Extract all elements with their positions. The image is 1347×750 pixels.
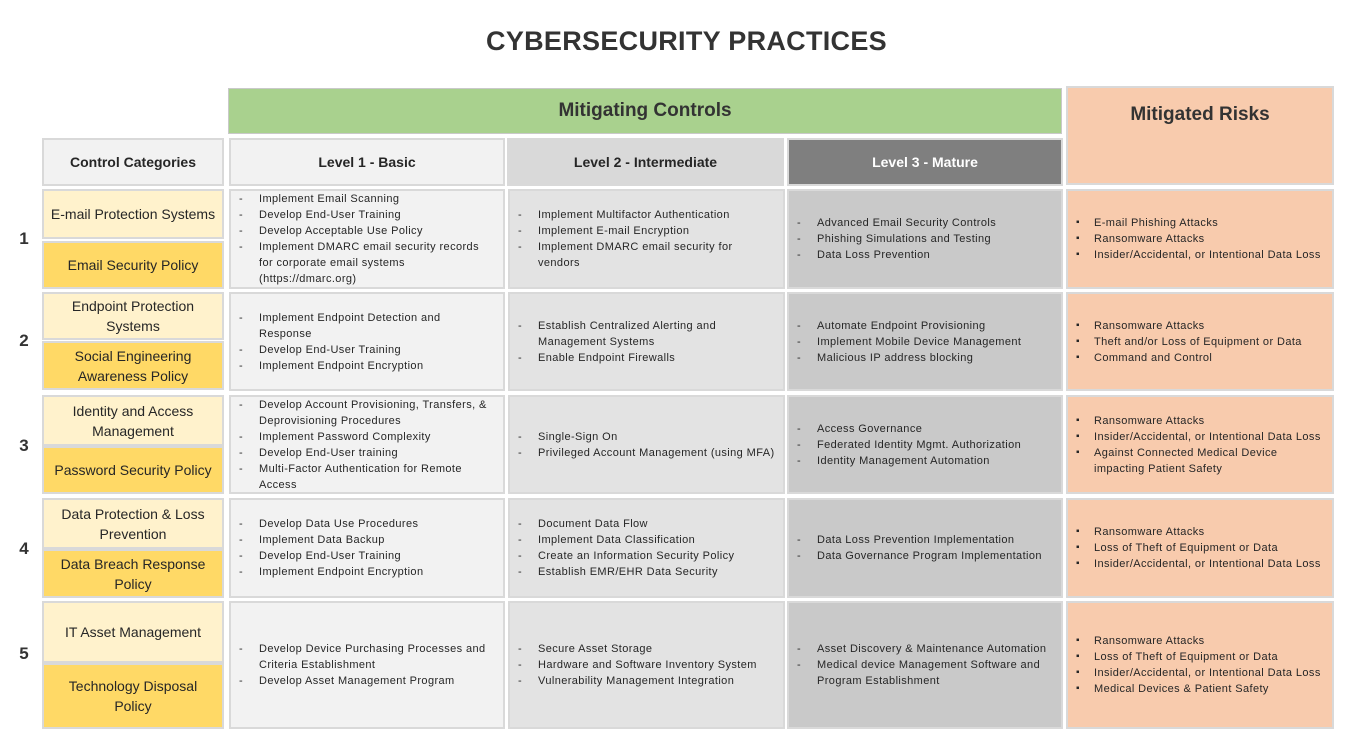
risks-list — [1076, 318, 1324, 366]
level2-cell — [508, 189, 785, 289]
list-item: - Implement E-mail Encryption — [518, 223, 775, 239]
list-item: - Implement DMARC email security for vendors — [518, 239, 775, 271]
level1-cell — [229, 601, 505, 729]
list-item: ▪ Ransomware Attacks — [1076, 231, 1324, 247]
list-item: - Malicious IP address blocking — [797, 350, 1053, 366]
level3-cell — [787, 601, 1063, 729]
list-item: - Develop Asset Management Program — [239, 673, 495, 689]
list-item: - Implement Data Backup — [239, 532, 495, 548]
level1-list — [239, 191, 495, 287]
list-item: ▪ Insider/Accidental, or Intentional Data Loss — [1076, 247, 1324, 263]
level2-cell — [508, 395, 785, 494]
mitigated-risks-header: Mitigated Risks — [1066, 86, 1334, 185]
category-primary: IT Asset Management — [42, 601, 224, 663]
row-number: 1 — [19, 229, 29, 248]
list-item: - Automate Endpoint Provisioning — [797, 318, 1053, 334]
list-item: - Implement Mobile Device Management — [797, 334, 1053, 350]
risks-cell — [1066, 601, 1334, 729]
list-item: - Privileged Account Management (using MFA) — [518, 445, 775, 461]
list-item: ▪ Insider/Accidental, or Intentional Data Loss — [1076, 556, 1324, 572]
list-item: ▪ Ransomware Attacks — [1076, 318, 1324, 334]
level2-list — [518, 429, 775, 461]
control-categories-header: Control Categories — [42, 138, 224, 186]
risks-list — [1076, 413, 1324, 477]
list-item: ▪ E-mail Phishing Attacks — [1076, 215, 1324, 231]
level3-list — [797, 532, 1053, 564]
list-item: ▪ Medical Devices & Patient Safety — [1076, 681, 1324, 697]
list-item: - Medical device Management Software and Program Establishment — [797, 657, 1053, 689]
list-item: - Develop Data Use Procedures — [239, 516, 495, 532]
list-item: - Implement Multifactor Authentication — [518, 207, 775, 223]
mitigating-controls-header: Mitigating Controls — [228, 88, 1062, 134]
category-policy: Data Breach Response Policy — [42, 549, 224, 598]
category-policy: Social Engineering Awareness Policy — [42, 341, 224, 390]
list-item: - Develop Acceptable Use Policy — [239, 223, 495, 239]
risks-list — [1076, 633, 1324, 697]
level1-cell — [229, 292, 505, 391]
category-primary: Identity and Access Management — [42, 395, 224, 446]
list-item: - Develop Device Purchasing Processes and Criteria Establishment — [239, 641, 495, 673]
level2-cell — [508, 601, 785, 729]
list-item: ▪ Loss of Theft of Equipment or Data — [1076, 540, 1324, 556]
level1-list — [239, 641, 495, 689]
list-item: - Phishing Simulations and Testing — [797, 231, 1053, 247]
list-item: ▪ Insider/Accidental, or Intentional Data Loss — [1076, 429, 1324, 445]
list-item: - Enable Endpoint Firewalls — [518, 350, 775, 366]
level3-list — [797, 641, 1053, 689]
row-number: 2 — [19, 331, 29, 350]
level2-cell — [508, 292, 785, 391]
risks-cell — [1066, 395, 1334, 494]
risks-list — [1076, 524, 1324, 572]
list-item: - Implement DMARC email security records for corporate email systems (https://dmarc.org) — [239, 239, 495, 287]
list-item: - Identity Management Automation — [797, 453, 1053, 469]
list-item: - Develop End-User Training — [239, 548, 495, 564]
list-item: - Data Governance Program Implementation — [797, 548, 1053, 564]
risks-cell — [1066, 292, 1334, 391]
category-primary: E-mail Protection Systems — [42, 189, 224, 239]
level2-list — [518, 516, 775, 580]
category-policy: Technology Disposal Policy — [42, 663, 224, 729]
list-item: - Establish Centralized Alerting and Management Systems — [518, 318, 775, 350]
list-item: - Implement Password Complexity — [239, 429, 495, 445]
risks-list — [1076, 215, 1324, 263]
list-item: - Advanced Email Security Controls — [797, 215, 1053, 231]
level3-cell — [787, 395, 1063, 494]
level3-header: Level 3 - Mature — [787, 138, 1063, 186]
list-item: - Federated Identity Mgmt. Authorization — [797, 437, 1053, 453]
list-item: - Hardware and Software Inventory System — [518, 657, 775, 673]
level3-list — [797, 318, 1053, 366]
level1-list — [239, 516, 495, 580]
risks-cell — [1066, 189, 1334, 289]
level2-cell — [508, 498, 785, 598]
list-item: - Develop Account Provisioning, Transfers, & Deprovisioning Procedures — [239, 397, 495, 429]
list-item: ▪ Ransomware Attacks — [1076, 413, 1324, 429]
category-policy: Email Security Policy — [42, 241, 224, 289]
list-item: ▪ Ransomware Attacks — [1076, 633, 1324, 649]
list-item: - Implement Email Scanning — [239, 191, 495, 207]
list-item: - Implement Endpoint Encryption — [239, 358, 495, 374]
page-title: CYBERSECURITY PRACTICES — [486, 26, 887, 56]
list-item: ▪ Ransomware Attacks — [1076, 524, 1324, 540]
list-item: - Establish EMR/EHR Data Security — [518, 564, 775, 580]
risks-cell — [1066, 498, 1334, 598]
list-item: - Develop End-User training — [239, 445, 495, 461]
list-item: - Multi-Factor Authentication for Remote Access — [239, 461, 495, 493]
level3-cell — [787, 189, 1063, 289]
level1-cell — [229, 498, 505, 598]
list-item: - Vulnerability Management Integration — [518, 673, 775, 689]
list-item: ▪ Loss of Theft of Equipment or Data — [1076, 649, 1324, 665]
level2-list — [518, 641, 775, 689]
list-item: - Data Loss Prevention Implementation — [797, 532, 1053, 548]
level1-list — [239, 310, 495, 374]
list-item: ▪ Theft and/or Loss of Equipment or Data — [1076, 334, 1324, 350]
category-primary: Data Protection & Loss Prevention — [42, 498, 224, 549]
level1-header: Level 1 - Basic — [229, 138, 505, 186]
level1-cell — [229, 189, 505, 289]
list-item: - Data Loss Prevention — [797, 247, 1053, 263]
list-item: - Implement Endpoint Detection and Response — [239, 310, 495, 342]
level3-cell — [787, 292, 1063, 391]
level3-list — [797, 215, 1053, 263]
list-item: - Single-Sign On — [518, 429, 775, 445]
level1-list — [239, 397, 495, 493]
list-item: - Asset Discovery & Maintenance Automation — [797, 641, 1053, 657]
list-item: - Develop End-User Training — [239, 207, 495, 223]
level3-list — [797, 421, 1053, 469]
list-item: - Implement Endpoint Encryption — [239, 564, 495, 580]
level3-cell — [787, 498, 1063, 598]
level2-list — [518, 207, 775, 271]
level2-header: Level 2 - Intermediate — [507, 138, 784, 186]
category-policy: Password Security Policy — [42, 446, 224, 494]
row-number: 5 — [19, 644, 29, 663]
category-primary: Endpoint Protection Systems — [42, 292, 224, 340]
level2-list — [518, 318, 775, 366]
list-item: ▪ Insider/Accidental, or Intentional Data Loss — [1076, 665, 1324, 681]
list-item: ▪ Command and Control — [1076, 350, 1324, 366]
list-item: - Secure Asset Storage — [518, 641, 775, 657]
list-item: - Create an Information Security Policy — [518, 548, 775, 564]
level1-cell — [229, 395, 505, 494]
list-item: - Develop End-User Training — [239, 342, 495, 358]
list-item: - Implement Data Classification — [518, 532, 775, 548]
row-number: 4 — [19, 539, 29, 558]
list-item: - Access Governance — [797, 421, 1053, 437]
row-number: 3 — [19, 436, 29, 455]
list-item: - Document Data Flow — [518, 516, 775, 532]
list-item: ▪ Against Connected Medical Device impacting Patient Safety — [1076, 445, 1324, 477]
